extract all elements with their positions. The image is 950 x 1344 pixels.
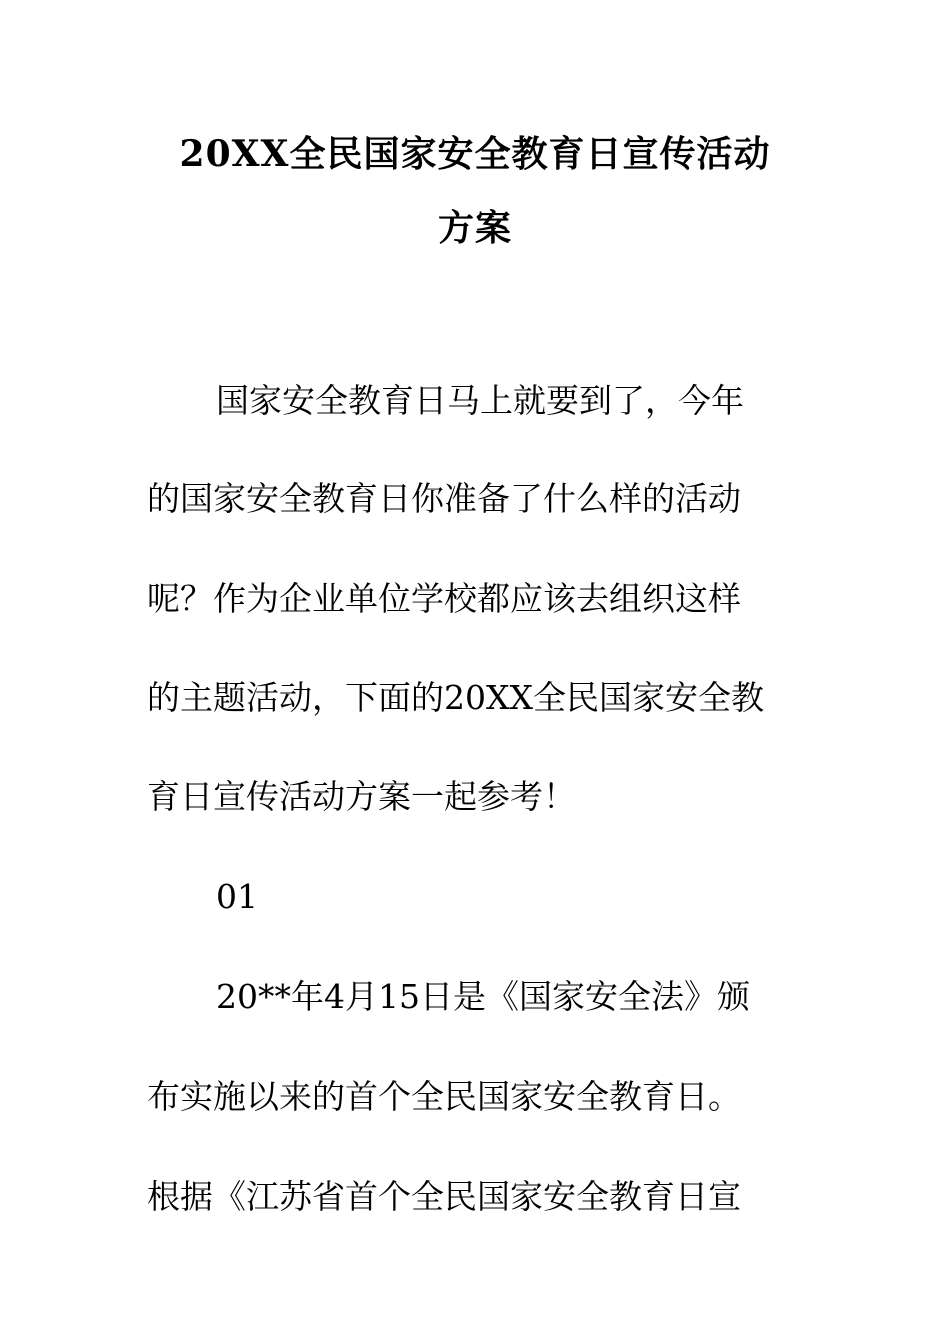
paragraph-line-3: 呢？作为企业单位学校都应该去组织这样 bbox=[147, 579, 741, 618]
document-title-line-2: 方案 bbox=[437, 207, 512, 249]
paragraph-line-4: 的主题活动，下面的20XX全民国家安全教 bbox=[147, 678, 764, 717]
paragraph-line-2: 的国家安全教育日你准备了什么样的活动 bbox=[147, 479, 741, 518]
paragraph-line-7: 布实施以来的首个全民国家安全教育日。 bbox=[147, 1077, 741, 1116]
paragraph-line-5: 育日宣传活动方案一起参考！ bbox=[147, 777, 576, 816]
document-title-line-1: 20XX全民国家安全教育日宣传活动 bbox=[179, 133, 771, 175]
paragraph-line-8: 根据《江苏省首个全民国家安全教育日宣 bbox=[147, 1177, 741, 1216]
paragraph-line-6: 20**年4月15日是《国家安全法》颁 bbox=[216, 977, 750, 1016]
paragraph-line-1: 国家安全教育日马上就要到了，今年 bbox=[216, 381, 744, 420]
section-number: 01 bbox=[216, 877, 258, 916]
